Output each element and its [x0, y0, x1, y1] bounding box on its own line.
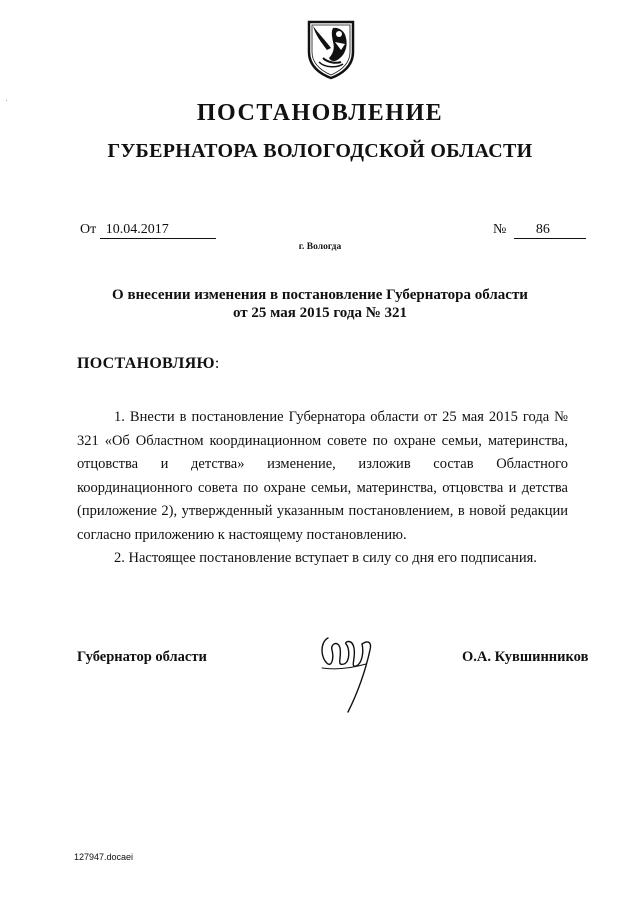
subject-line-2: от 25 мая 2015 года № 321: [232, 305, 408, 321]
document-subject: [0, 286, 640, 322]
document-body: [77, 406, 568, 571]
handwritten-signature-icon: [316, 628, 378, 716]
decree-word: ПОСТАНОВЛЯЮ: [77, 355, 215, 372]
number-prefix: №: [493, 222, 507, 237]
document-type-title: ПОСТАНОВЛЕНИЕ: [196, 100, 444, 126]
number-value: 86: [514, 222, 586, 239]
date-prefix: От: [80, 222, 97, 237]
coat-of-arms-icon: [305, 18, 357, 80]
signatory-role: Губернатор области: [77, 649, 207, 665]
issuer-title: ГУБЕРНАТОРА ВОЛОГОДСКОЙ ОБЛАСТИ: [107, 140, 533, 162]
city-label: г. Вологда: [298, 242, 342, 252]
document-number: [493, 222, 586, 239]
subject-line-1: О внесении изменения в постановление Губернатора области: [112, 287, 528, 303]
signatory-name: О.А. Кувшинников: [462, 649, 589, 665]
date-value: 10.04.2017: [100, 222, 216, 239]
body-paragraph-1: 1. Внести в постановление Губернатора области от 25 мая 2015 года № 321 «Об Областном координационном совете по охране семьи, материнства, отцовства и детства» изменение, изложив состав Областного координационного совета по охране семьи, материнства, отцовства и детства (приложение 2), утвержденный указанным постановлением, в новой редакции согласно приложению к настоящему постановлению.: [77, 409, 568, 543]
scan-speck: [6, 100, 7, 101]
body-paragraph-2: 2. Настоящее постановление вступает в силу со дня его подписания.: [114, 550, 537, 566]
decree-heading: [77, 355, 220, 373]
file-identifier: 127947.docaei: [74, 852, 134, 862]
decree-colon: :: [214, 355, 220, 372]
document-date: [80, 222, 216, 239]
